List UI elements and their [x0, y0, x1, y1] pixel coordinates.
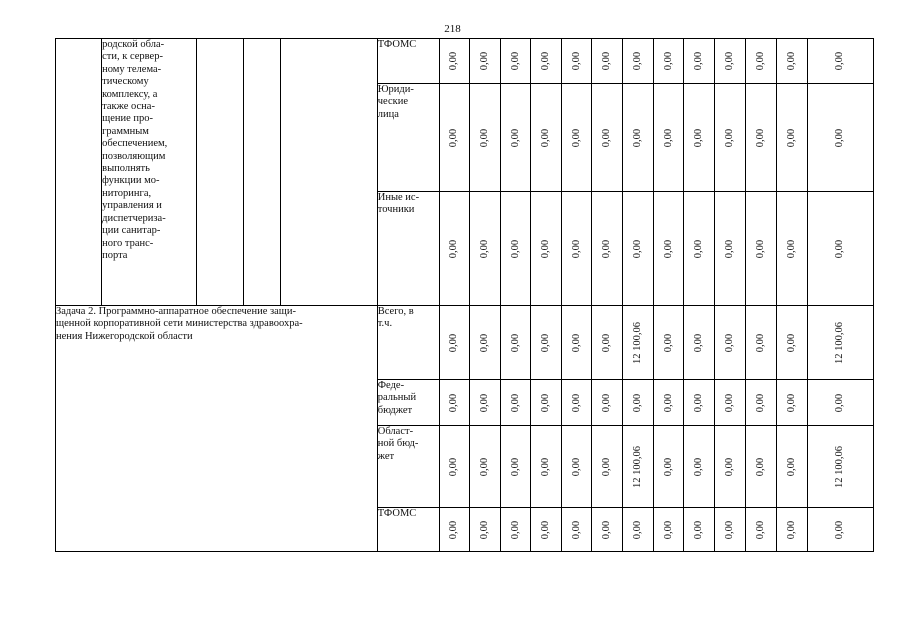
- value-text: 0,00: [632, 51, 644, 71]
- value-cell: [715, 426, 745, 508]
- value-text: 0,00: [509, 520, 521, 539]
- value-cell: [776, 192, 807, 306]
- blank-cell: [197, 39, 244, 306]
- value-text: 0,00: [662, 333, 674, 352]
- source-line: Феде-: [377, 380, 405, 391]
- budget-table: [55, 38, 874, 552]
- value-text: 0,00: [785, 457, 797, 476]
- total-text: 0,00: [834, 520, 846, 539]
- value-text: 0,00: [754, 520, 766, 539]
- description-line: ниторинга,: [102, 187, 152, 199]
- table-row: [56, 39, 874, 84]
- total-text: 12 100,06: [834, 321, 846, 364]
- value-text: 0,00: [448, 128, 460, 147]
- value-cell: [501, 380, 531, 426]
- description-line: комплексу, а: [102, 88, 158, 100]
- description-line: родской обла-: [102, 39, 165, 50]
- value-text: 0,00: [509, 457, 521, 476]
- value-text: 0,00: [539, 457, 551, 476]
- value-cell: [469, 508, 500, 552]
- value-cell: [562, 192, 592, 306]
- description-line: обеспечением,: [102, 138, 168, 150]
- value-text: 0,00: [601, 457, 613, 476]
- value-text: 0,00: [754, 128, 766, 147]
- value-text: 0,00: [509, 128, 521, 147]
- value-cell: [715, 380, 745, 426]
- description-line: позволяющим: [102, 150, 166, 162]
- value-cell: [562, 426, 592, 508]
- source-line: жет: [377, 450, 395, 462]
- value-text: 0,00: [478, 457, 490, 476]
- value-text: 0,00: [785, 393, 797, 412]
- value-cell: [776, 426, 807, 508]
- value-text: 0,00: [723, 457, 735, 476]
- value-cell: [592, 306, 623, 380]
- value-text: 0,00: [601, 333, 613, 352]
- description-line: управления и: [102, 200, 162, 212]
- value-cell: [623, 508, 654, 552]
- value-cell: [531, 39, 562, 84]
- value-text: 0,00: [723, 128, 735, 147]
- value-cell: [654, 508, 684, 552]
- value-cell: [562, 84, 592, 192]
- value-text: 0,00: [785, 333, 797, 352]
- value-text: 0,00: [693, 393, 705, 412]
- total-cell: [807, 39, 873, 84]
- value-text: 0,00: [601, 239, 613, 258]
- value-cell: [745, 426, 776, 508]
- value-text: 0,00: [693, 333, 705, 352]
- value-cell: [439, 84, 469, 192]
- value-cell: [654, 306, 684, 380]
- total-text: 0,00: [834, 393, 846, 412]
- funding-source: [377, 306, 439, 380]
- value-text: 0,00: [754, 333, 766, 352]
- value-text: 0,00: [448, 51, 460, 71]
- value-text: 12 100,06: [632, 445, 644, 488]
- source-line: лица: [377, 108, 399, 120]
- value-cell: [531, 84, 562, 192]
- value-text: 0,00: [693, 51, 705, 71]
- value-cell: [623, 426, 654, 508]
- description-line: граммным: [102, 125, 149, 137]
- value-cell: [469, 380, 500, 426]
- value-text: 0,00: [509, 333, 521, 352]
- source-line: т.ч.: [377, 318, 393, 330]
- value-text: 0,00: [662, 520, 674, 539]
- value-cell: [715, 84, 745, 192]
- value-text: 0,00: [448, 457, 460, 476]
- total-text: 12 100,06: [834, 445, 846, 488]
- value-cell: [623, 380, 654, 426]
- value-text: 0,00: [662, 393, 674, 412]
- source-line: Иные ис-: [377, 192, 420, 203]
- source-line: ческие: [377, 96, 408, 108]
- value-text: 0,00: [478, 393, 490, 412]
- value-cell: [623, 306, 654, 380]
- total-cell: [807, 508, 873, 552]
- activity-description: [102, 39, 197, 306]
- value-text: 0,00: [478, 239, 490, 258]
- value-cell: [776, 380, 807, 426]
- value-text: 0,00: [662, 128, 674, 147]
- table-row: [56, 306, 874, 380]
- value-cell: [531, 380, 562, 426]
- value-cell: [562, 380, 592, 426]
- blank-cell: [56, 39, 102, 306]
- value-text: 0,00: [632, 239, 644, 258]
- value-text: 0,00: [601, 128, 613, 147]
- value-text: 0,00: [509, 239, 521, 258]
- value-text: 0,00: [723, 520, 735, 539]
- value-cell: [439, 306, 469, 380]
- value-cell: [715, 192, 745, 306]
- value-text: 0,00: [570, 520, 582, 539]
- value-cell: [439, 192, 469, 306]
- funding-source: [377, 39, 439, 84]
- value-cell: [654, 39, 684, 84]
- value-text: 0,00: [723, 51, 735, 71]
- description-line: ции санитар-: [102, 225, 161, 237]
- value-text: 0,00: [539, 393, 551, 412]
- description-line: ного транс-: [102, 237, 154, 249]
- value-cell: [469, 306, 500, 380]
- value-cell: [592, 84, 623, 192]
- funding-source: [377, 508, 439, 552]
- total-cell: [807, 306, 873, 380]
- total-text: 0,00: [834, 239, 846, 258]
- value-text: 0,00: [478, 333, 490, 352]
- value-cell: [715, 508, 745, 552]
- value-text: 0,00: [662, 457, 674, 476]
- value-text: 0,00: [785, 51, 797, 71]
- value-text: 0,00: [570, 333, 582, 352]
- value-cell: [501, 508, 531, 552]
- task-line: Задача 2. Программно-аппаратное обеспечение защи-: [56, 306, 296, 317]
- total-cell: [807, 380, 873, 426]
- value-cell: [654, 84, 684, 192]
- value-cell: [501, 426, 531, 508]
- value-text: 0,00: [632, 520, 644, 539]
- source-line: Всего, в: [377, 306, 414, 317]
- funding-source: [377, 84, 439, 192]
- value-cell: [684, 39, 715, 84]
- value-text: 0,00: [539, 51, 551, 71]
- value-text: 0,00: [601, 393, 613, 412]
- value-cell: [531, 426, 562, 508]
- value-text: 12 100,06: [632, 321, 644, 364]
- value-text: 0,00: [539, 333, 551, 352]
- description-line: порта: [102, 249, 128, 261]
- value-cell: [562, 508, 592, 552]
- funding-source: [377, 380, 439, 426]
- value-cell: [684, 380, 715, 426]
- value-cell: [715, 306, 745, 380]
- total-cell: [807, 426, 873, 508]
- funding-source: [377, 192, 439, 306]
- description-line: сти, к сервер-: [102, 51, 163, 63]
- value-cell: [562, 306, 592, 380]
- value-text: 0,00: [754, 51, 766, 71]
- value-text: 0,00: [662, 51, 674, 71]
- value-cell: [469, 39, 500, 84]
- value-text: 0,00: [448, 520, 460, 539]
- value-cell: [592, 192, 623, 306]
- description-line: выполнять: [102, 163, 150, 175]
- value-cell: [531, 508, 562, 552]
- value-text: 0,00: [478, 520, 490, 539]
- value-cell: [776, 39, 807, 84]
- value-text: 0,00: [693, 520, 705, 539]
- blank-cell: [280, 39, 377, 306]
- source-line: Област-: [377, 426, 414, 437]
- value-text: 0,00: [539, 239, 551, 258]
- description-line: ному телема-: [102, 63, 162, 75]
- value-text: 0,00: [785, 128, 797, 147]
- value-cell: [501, 192, 531, 306]
- value-text: 0,00: [693, 239, 705, 258]
- value-cell: [776, 84, 807, 192]
- value-text: 0,00: [601, 520, 613, 539]
- value-cell: [654, 380, 684, 426]
- source-line: ТФОМС: [377, 508, 417, 519]
- value-text: 0,00: [570, 457, 582, 476]
- value-cell: [654, 426, 684, 508]
- value-text: 0,00: [632, 128, 644, 147]
- value-text: 0,00: [754, 393, 766, 412]
- value-cell: [623, 192, 654, 306]
- value-text: 0,00: [570, 128, 582, 147]
- value-text: 0,00: [448, 333, 460, 352]
- blank-cell: [244, 39, 280, 306]
- total-cell: [807, 84, 873, 192]
- value-text: 0,00: [539, 128, 551, 147]
- value-text: 0,00: [693, 457, 705, 476]
- value-cell: [684, 84, 715, 192]
- value-cell: [745, 39, 776, 84]
- value-cell: [715, 39, 745, 84]
- value-text: 0,00: [448, 393, 460, 412]
- value-text: 0,00: [723, 333, 735, 352]
- description-line: также осна-: [102, 101, 155, 113]
- value-text: 0,00: [632, 393, 644, 412]
- value-text: 0,00: [723, 393, 735, 412]
- total-cell: [807, 192, 873, 306]
- value-text: 0,00: [570, 239, 582, 258]
- value-cell: [439, 39, 469, 84]
- value-text: 0,00: [662, 239, 674, 258]
- value-text: 0,00: [754, 239, 766, 258]
- page-number: 218: [444, 23, 461, 35]
- value-cell: [776, 306, 807, 380]
- value-cell: [684, 306, 715, 380]
- value-cell: [684, 192, 715, 306]
- value-cell: [592, 380, 623, 426]
- value-text: 0,00: [693, 128, 705, 147]
- task-2-description: [56, 306, 378, 552]
- value-cell: [745, 380, 776, 426]
- value-cell: [745, 306, 776, 380]
- value-text: 0,00: [601, 51, 613, 71]
- value-cell: [562, 39, 592, 84]
- value-cell: [745, 84, 776, 192]
- value-text: 0,00: [754, 457, 766, 476]
- value-text: 0,00: [509, 51, 521, 71]
- value-cell: [776, 508, 807, 552]
- value-text: 0,00: [539, 520, 551, 539]
- value-cell: [439, 508, 469, 552]
- value-cell: [592, 39, 623, 84]
- value-cell: [623, 84, 654, 192]
- source-line: ной бюд-: [377, 438, 419, 450]
- value-text: 0,00: [478, 128, 490, 147]
- value-cell: [469, 426, 500, 508]
- description-line: функции мо-: [102, 175, 160, 187]
- value-cell: [592, 426, 623, 508]
- description-line: тическому: [102, 76, 149, 88]
- value-cell: [531, 192, 562, 306]
- task-line: нения Нижегородской области: [56, 330, 193, 342]
- value-text: 0,00: [723, 239, 735, 258]
- value-cell: [501, 84, 531, 192]
- value-cell: [501, 39, 531, 84]
- value-cell: [654, 192, 684, 306]
- total-text: 0,00: [834, 51, 846, 71]
- source-line: ТФОМС: [377, 39, 417, 50]
- value-cell: [439, 426, 469, 508]
- value-cell: [623, 39, 654, 84]
- value-cell: [745, 508, 776, 552]
- value-cell: [469, 84, 500, 192]
- value-text: 0,00: [785, 239, 797, 258]
- value-text: 0,00: [570, 393, 582, 412]
- value-cell: [745, 192, 776, 306]
- funding-source: [377, 426, 439, 508]
- value-text: 0,00: [570, 51, 582, 71]
- value-text: 0,00: [478, 51, 490, 71]
- source-line: ральный: [377, 392, 417, 404]
- description-line: щение про-: [102, 113, 153, 125]
- source-line: точники: [377, 204, 415, 216]
- value-cell: [439, 380, 469, 426]
- value-text: 0,00: [509, 393, 521, 412]
- value-cell: [501, 306, 531, 380]
- value-cell: [684, 426, 715, 508]
- value-cell: [592, 508, 623, 552]
- source-line: бюджет: [377, 404, 413, 416]
- description-line: диспетчериза-: [102, 212, 166, 224]
- value-cell: [684, 508, 715, 552]
- value-text: 0,00: [448, 239, 460, 258]
- value-cell: [469, 192, 500, 306]
- source-line: Юриди-: [377, 84, 414, 95]
- value-cell: [531, 306, 562, 380]
- total-text: 0,00: [834, 128, 846, 147]
- value-text: 0,00: [785, 520, 797, 539]
- task-line: щенной корпоративной сети министерства здравоохра-: [56, 318, 303, 330]
